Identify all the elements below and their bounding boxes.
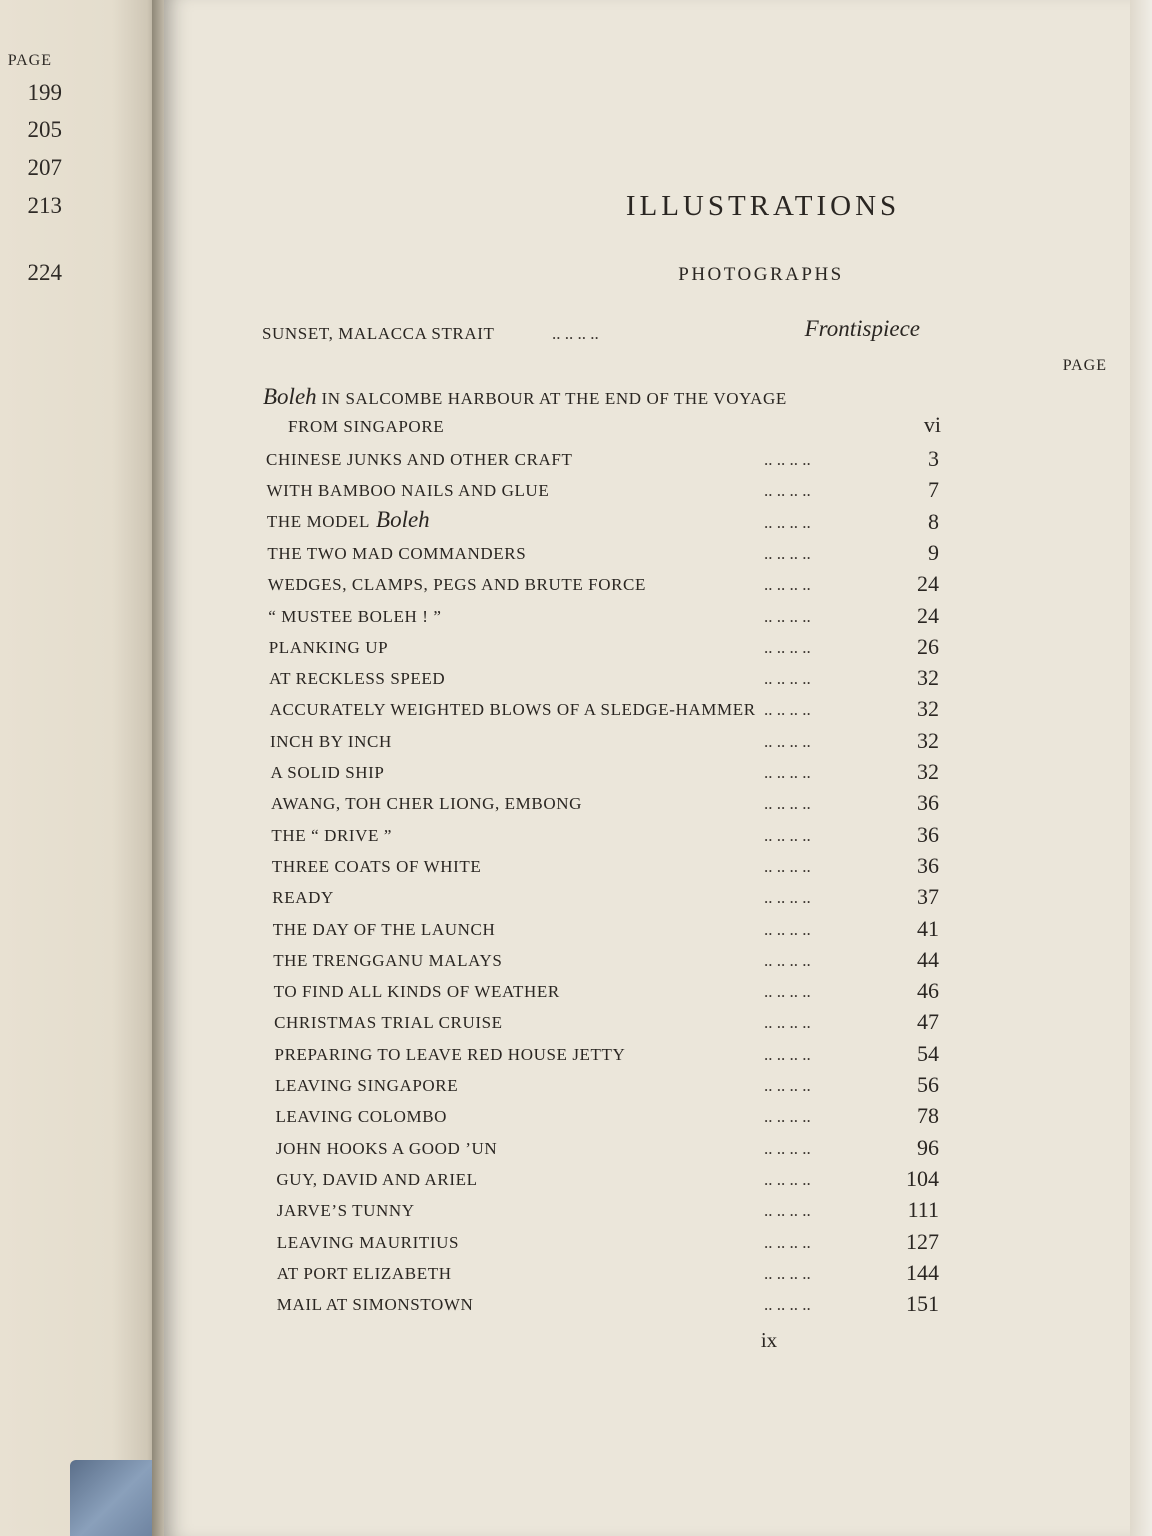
list-item — [271, 763, 385, 783]
entry-page: 47 — [917, 1009, 939, 1035]
entry-label: CHRISTMAS TRIAL CRUISE — [274, 1013, 503, 1033]
dot-leaders: .. .. .. .. — [764, 731, 811, 751]
dot-leaders: .. .. .. .. — [764, 669, 811, 689]
entry-label: INCH BY INCH — [270, 731, 392, 751]
entry-second-line — [288, 417, 444, 437]
left-page — [0, 0, 160, 1536]
entry-page: 7 — [928, 477, 939, 503]
dot-leaders: .. .. .. .. — [764, 1295, 811, 1315]
entry-label: “ MUSTEE BOLEH ! ” — [268, 606, 442, 626]
entry-page: 3 — [928, 446, 939, 471]
entry-page: 32 — [917, 665, 939, 691]
entry-page: 44 — [917, 946, 939, 972]
list-item — [268, 575, 646, 595]
entry-label: FROM SINGAPORE — [288, 417, 445, 436]
dot-leaders: .. .. .. .. — [552, 324, 599, 343]
list-item — [273, 920, 496, 940]
dot-leaders: .. .. .. .. — [764, 606, 811, 626]
page-edge — [1130, 0, 1152, 1536]
entry-label: PREPARING TO LEAVE RED HOUSE JETTY — [274, 1044, 626, 1064]
list-item — [274, 1013, 503, 1033]
entry-label: THE TRENGGANU MALAYS — [273, 950, 503, 970]
list-item — [277, 1233, 459, 1253]
entry-label: THE “ DRIVE ” — [271, 825, 393, 845]
list-item — [267, 544, 526, 564]
list-item — [273, 951, 502, 971]
right-page — [164, 0, 1130, 1536]
dot-leaders: .. .. .. .. — [764, 1201, 811, 1221]
dot-leaders: .. .. .. .. — [764, 1232, 811, 1252]
entry-page: 32 — [917, 727, 939, 753]
dot-leaders: .. .. .. .. — [764, 481, 811, 501]
entry-label: LEAVING SINGAPORE — [275, 1076, 459, 1095]
list-item — [277, 1264, 452, 1284]
list-item — [269, 669, 445, 689]
entry-page: 54 — [917, 1040, 939, 1066]
list-item — [272, 857, 482, 877]
entry-label: CHINESE JUNKS AND OTHER CRAFT — [266, 450, 573, 469]
entry-page: 32 — [917, 696, 939, 722]
dot-leaders: .. .. .. .. — [764, 512, 811, 532]
entry-label: SUNSET, MALACCA STRAIT — [262, 324, 495, 343]
list-item — [269, 638, 388, 658]
list-item — [270, 732, 392, 752]
dot-leaders: .. .. .. .. — [764, 1107, 811, 1127]
entry-page: 151 — [906, 1291, 939, 1317]
left-page-number: 213 — [27, 193, 62, 218]
entry-page: 36 — [917, 821, 939, 847]
entry-label: THE DAY OF THE LAUNCH — [272, 919, 496, 939]
entry-label: ACCURATELY WEIGHTED BLOWS OF A SLEDGE-HAMMER — [269, 700, 756, 720]
dot-leaders: .. .. .. .. — [764, 856, 811, 876]
left-page-number: 224 — [27, 260, 62, 285]
list-item — [275, 1107, 447, 1127]
frontispiece-entry — [262, 324, 495, 344]
list-item — [275, 1045, 626, 1065]
entry-page: 144 — [906, 1259, 939, 1285]
list-item — [277, 1201, 415, 1221]
entry-page: 56 — [917, 1072, 939, 1097]
entry-label: IN SALCOMBE HARBOUR AT THE END OF THE VOYAGE — [321, 389, 787, 408]
entry-page: vi — [923, 412, 941, 437]
entry-label: PLANKING UP — [268, 637, 389, 657]
list-item — [271, 794, 582, 814]
left-page-heading: PAGE — [7, 52, 52, 69]
dot-leaders: .. .. .. .. — [764, 637, 811, 657]
entry-first-line — [263, 384, 787, 410]
list-item — [271, 826, 392, 846]
entry-page: 36 — [917, 790, 939, 816]
list-item — [266, 450, 572, 470]
italic-title: Boleh — [376, 506, 430, 532]
entry-label: LEAVING COLOMBO — [275, 1107, 448, 1127]
entry-label: WITH BAMBOO NAILS AND GLUE — [266, 481, 550, 501]
entry-label: THE MODEL — [266, 511, 371, 531]
list-item — [277, 1295, 474, 1315]
entry-label: THE TWO MAD COMMANDERS — [267, 543, 527, 563]
entry-label: THREE COATS OF WHITE — [271, 856, 482, 876]
list-item — [276, 1170, 477, 1190]
entry-label: LEAVING MAURITIUS — [276, 1232, 460, 1252]
book-cover-edge — [70, 1460, 165, 1536]
dot-leaders: .. .. .. .. — [764, 763, 811, 782]
dot-leaders: .. .. .. .. — [764, 1044, 811, 1064]
dot-leaders: .. .. .. .. — [764, 575, 811, 595]
entry-page: 36 — [917, 852, 939, 878]
entry-page: 32 — [917, 759, 939, 784]
entry-label: A SOLID SHIP — [270, 763, 385, 782]
page-column-label: PAGE — [1062, 357, 1107, 374]
entry-label: JOHN HOOKS A GOOD ’UN — [275, 1138, 498, 1158]
entry-page: 104 — [906, 1165, 939, 1191]
entry-page: 26 — [917, 633, 939, 659]
list-item — [272, 888, 334, 908]
entry-page: 96 — [917, 1134, 939, 1160]
frontispiece-page: Frontispiece — [804, 316, 920, 341]
section-heading: PHOTOGRAPHS — [678, 264, 844, 285]
left-page-number: 207 — [27, 155, 62, 180]
page-title: ILLUSTRATIONS — [625, 190, 901, 222]
dot-leaders: .. .. .. .. — [764, 888, 811, 908]
entry-page: 127 — [906, 1228, 939, 1254]
dot-leaders: .. .. .. .. — [764, 543, 811, 563]
entry-page: 24 — [917, 602, 939, 628]
entry-label: MAIL AT SIMONSTOWN — [276, 1295, 474, 1315]
entry-page: 78 — [917, 1103, 939, 1129]
left-page-number: 205 — [27, 117, 62, 142]
entry-page: 41 — [917, 915, 939, 941]
list-item — [266, 481, 549, 501]
dot-leaders: .. .. .. .. — [764, 825, 811, 845]
dot-leaders: .. .. .. .. — [764, 1169, 811, 1189]
folio-number: ix — [760, 1328, 778, 1352]
list-item — [267, 507, 430, 533]
dot-leaders: .. .. .. .. — [764, 1076, 811, 1095]
entry-label: AWANG, TOH CHER LIONG, EMBONG — [270, 794, 582, 814]
entry-page: 111 — [907, 1197, 939, 1223]
left-page-number: 199 — [27, 80, 62, 105]
dot-leaders: .. .. .. .. — [764, 919, 811, 939]
list-item — [270, 700, 756, 720]
entry-label: AT PORT ELIZABETH — [276, 1263, 452, 1283]
entry-label: WEDGES, CLAMPS, PEGS AND BRUTE FORCE — [267, 575, 646, 595]
dot-leaders: .. .. .. .. — [764, 1138, 811, 1158]
list-item — [274, 982, 560, 1002]
entry-label: GUY, DAVID AND ARIEL — [276, 1169, 478, 1189]
dot-leaders: .. .. .. .. — [764, 982, 811, 1002]
entry-page: 46 — [917, 978, 939, 1004]
dot-leaders: .. .. .. .. — [764, 1013, 811, 1033]
entry-label: READY — [272, 888, 334, 908]
entry-page: 37 — [917, 884, 939, 910]
dot-leaders: .. .. .. .. — [764, 450, 811, 469]
list-item — [276, 1139, 497, 1159]
entry-page: 9 — [928, 539, 939, 565]
entry-label: TO FIND ALL KINDS OF WEATHER — [273, 982, 560, 1002]
entry-page: 8 — [928, 508, 939, 534]
dot-leaders: .. .. .. .. — [764, 1263, 811, 1283]
entry-page: 24 — [917, 571, 939, 597]
entry-label: AT RECKLESS SPEED — [269, 669, 446, 689]
list-item — [275, 1076, 458, 1096]
dot-leaders: .. .. .. .. — [764, 700, 811, 720]
entry-label: JARVE’S TUNNY — [276, 1201, 415, 1221]
dot-leaders: .. .. .. .. — [764, 950, 811, 970]
list-item — [268, 607, 441, 627]
dot-leaders: .. .. .. .. — [764, 794, 811, 814]
italic-title: Boleh — [263, 384, 317, 409]
